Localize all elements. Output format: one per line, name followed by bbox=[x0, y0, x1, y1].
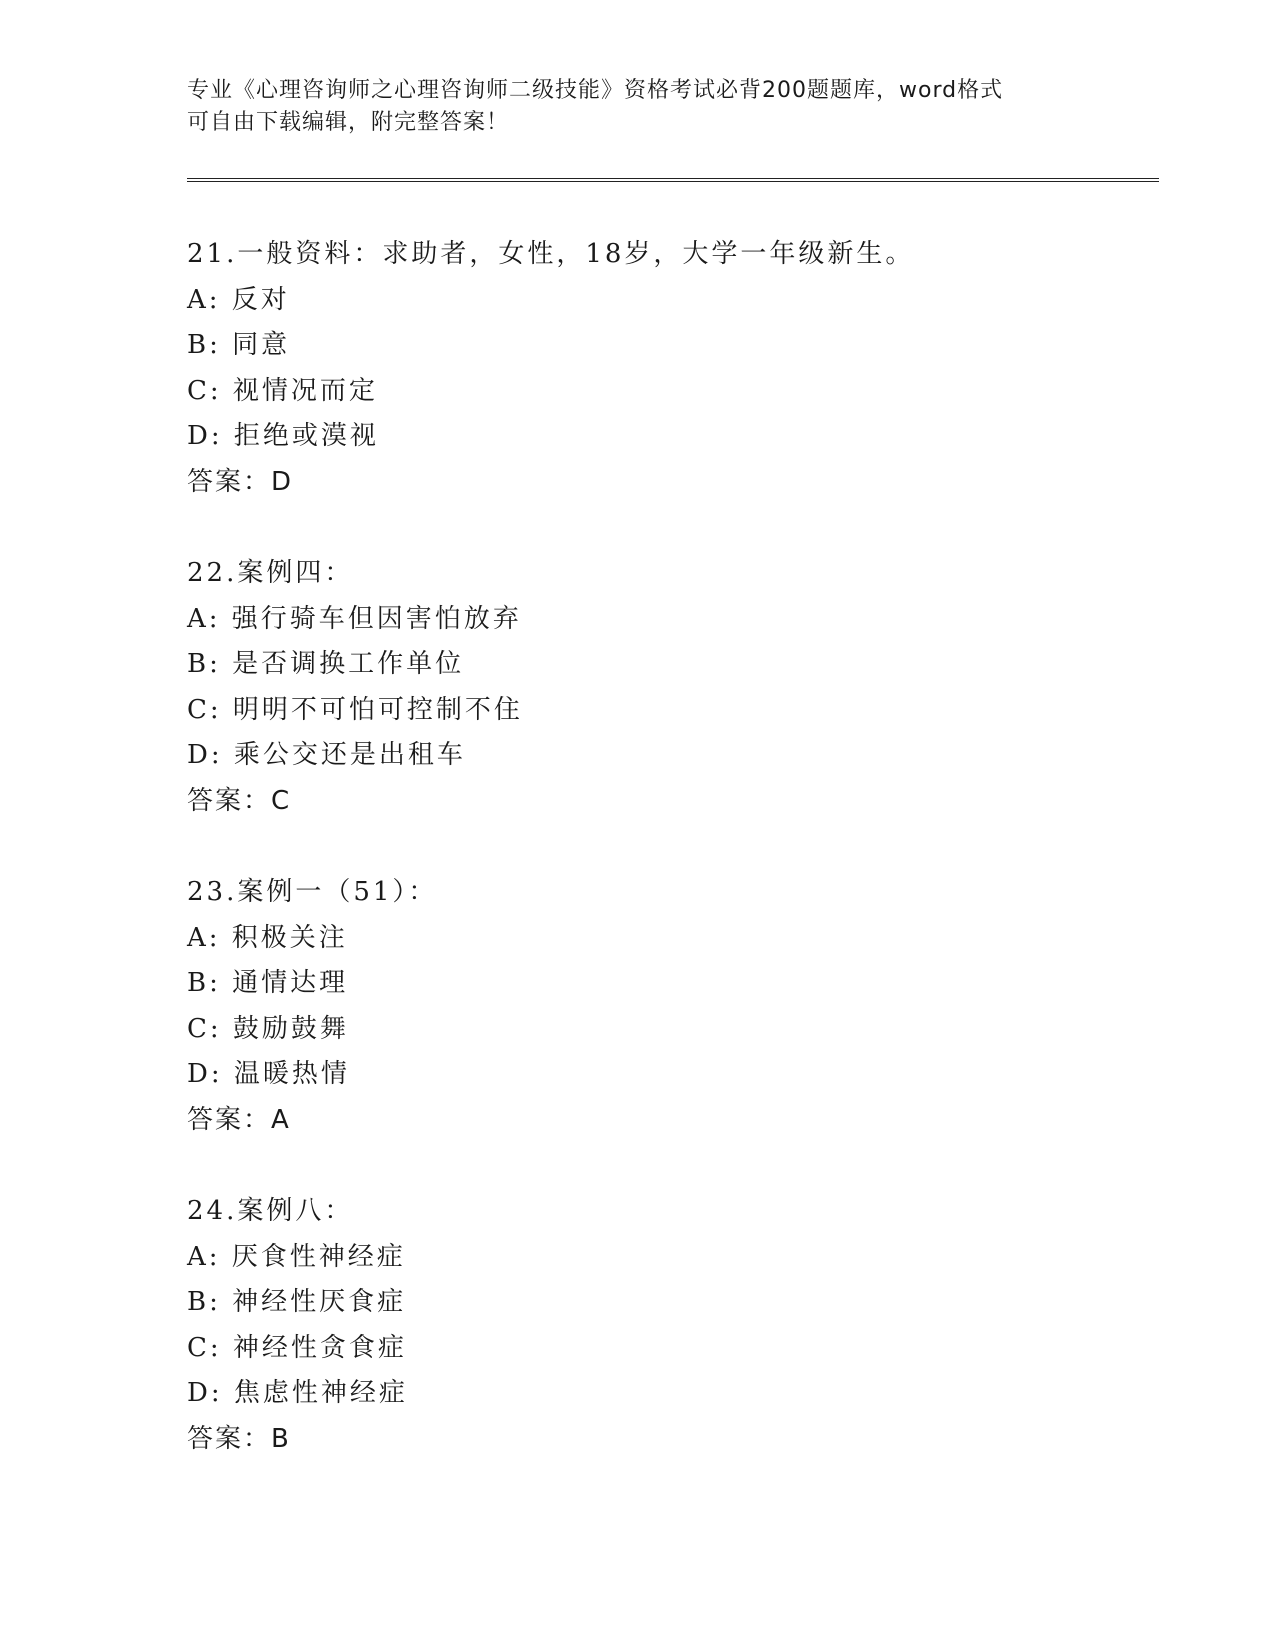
option-b: B: 通情达理 bbox=[187, 968, 349, 998]
option-b: B: 神经性厌食症 bbox=[187, 1287, 407, 1317]
document-header bbox=[187, 75, 1087, 139]
question-23 bbox=[187, 870, 1087, 1143]
header-divider bbox=[187, 178, 1159, 182]
answer: 答案：C bbox=[187, 785, 292, 816]
option-a: A: 强行骑车但因害怕放弃 bbox=[187, 603, 522, 634]
option-b: B: 是否调换工作单位 bbox=[187, 649, 465, 679]
option-c: C: 鼓励鼓舞 bbox=[187, 1013, 349, 1044]
question-stem: 24.案例八： bbox=[187, 1196, 354, 1226]
option-d: D: 温暖热情 bbox=[187, 1059, 350, 1089]
answer: 答案：B bbox=[187, 1423, 291, 1454]
option-b: B: 同意 bbox=[187, 330, 291, 360]
question-stem: 22.案例四： bbox=[187, 558, 354, 588]
option-d: D: 乘公交还是出租车 bbox=[187, 740, 466, 770]
header-title-line-1: 专业《心理咨询师之心理咨询师二级技能》资格考试必背200题题库，word格式 bbox=[187, 78, 1004, 103]
option-c: C: 视情况而定 bbox=[187, 375, 378, 406]
answer: 答案：A bbox=[187, 1104, 291, 1135]
header-title-line-2: 可自由下载编辑，附完整答案！ bbox=[187, 110, 510, 135]
option-c: C: 神经性贪食症 bbox=[187, 1332, 407, 1363]
option-a: A: 积极关注 bbox=[187, 922, 348, 953]
question-21 bbox=[187, 232, 1087, 505]
option-a: A: 反对 bbox=[187, 284, 290, 315]
answer: 答案：D bbox=[187, 466, 294, 497]
option-d: D: 拒绝或漠视 bbox=[187, 421, 379, 451]
option-d: D: 焦虑性神经症 bbox=[187, 1378, 408, 1408]
option-a: A: 厌食性神经症 bbox=[187, 1241, 406, 1272]
question-stem: 21.一般资料：求助者，女性，18岁，大学一年级新生。 bbox=[187, 239, 915, 269]
option-c: C: 明明不可怕可控制不住 bbox=[187, 694, 523, 725]
question-24 bbox=[187, 1189, 1087, 1462]
question-stem: 23.案例一（51）： bbox=[187, 877, 438, 907]
question-22 bbox=[187, 551, 1087, 824]
